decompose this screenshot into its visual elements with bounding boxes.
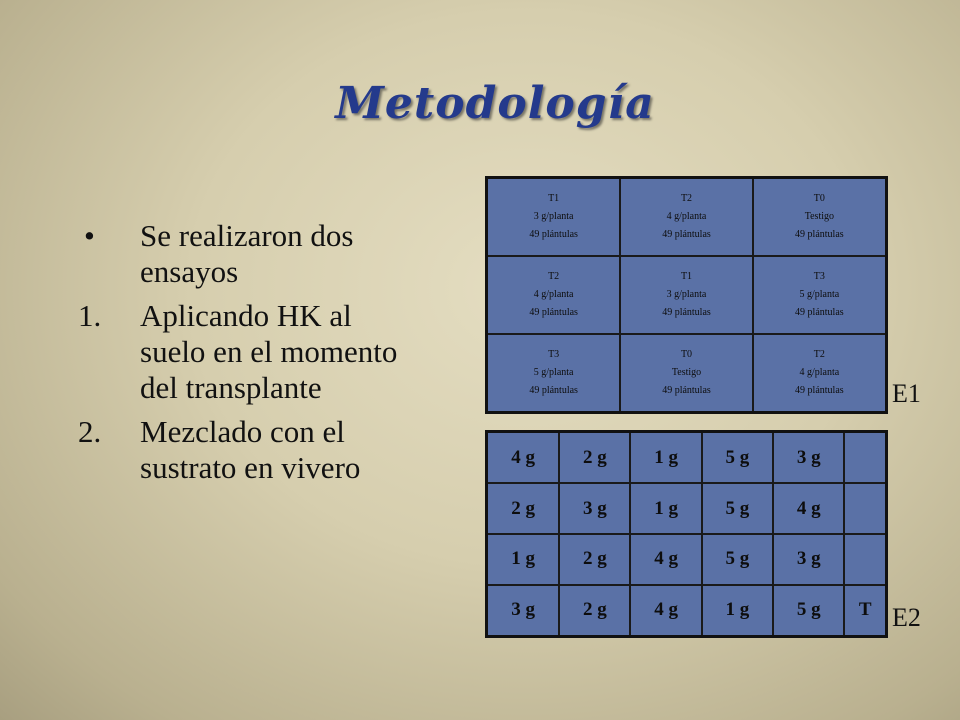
e2-label: E2 [892,603,921,632]
table-cell: 1 g [487,534,560,585]
e1-label: E1 [892,379,921,408]
cell-line: T3 [548,348,560,360]
cell-line: 4 g/planta [666,211,707,223]
table-cell: 4 g [487,432,560,484]
number-marker: 1. [78,298,102,333]
table-cell: 3 g [559,483,630,534]
table-row [487,483,887,534]
cell-line: T2 [548,270,560,282]
number-marker: 2. [78,414,102,449]
slide-title: Metodología [335,78,655,129]
cell-line: T1 [680,270,693,282]
table-cell [487,178,621,257]
cell-line: 49 plántulas [795,306,844,318]
cell-line: 49 plántulas [529,229,578,241]
item-text: Aplicando HK al suelo en el momento del transplante [140,298,398,405]
cell-line: 49 plántulas [662,229,711,241]
cell-line: 3 g/planta [666,288,707,300]
cell-line: 49 plántulas [529,384,578,396]
table-cell: 3 g [487,585,560,637]
table-cell: 2 g [559,534,630,585]
table-cell: 2 g [559,432,630,484]
table-cell: 5 g [702,534,773,585]
numbered-item-1 [78,298,418,406]
table-cell [487,256,621,334]
table-cell [620,334,752,413]
cell-line: 3 g/planta [533,211,574,223]
table-cell [844,483,886,534]
cell-line: T2 [680,193,693,205]
cell-line: 49 plántulas [795,229,844,241]
e1-table [485,176,888,414]
cell-line: 5 g/planta [533,366,574,378]
cell-line: T0 [813,193,825,205]
table-row [487,432,887,484]
bullet-item [78,218,418,290]
table-cell: 5 g [702,432,773,484]
table-cell [753,178,887,257]
table-cell: 4 g [630,585,701,637]
table-cell: 2 g [559,585,630,637]
table-cell [753,256,887,334]
table-cell: 4 g [630,534,701,585]
table-row [487,534,887,585]
table-cell: 3 g [773,534,844,585]
table-cell [620,178,752,257]
table-row [487,585,887,637]
table-cell: 3 g [773,432,844,484]
cell-line: 49 plántulas [662,384,711,396]
cell-line: 5 g/planta [799,288,840,300]
cell-line: T1 [548,193,560,205]
content-list [78,218,418,494]
table-cell: 5 g [702,483,773,534]
cell-line: Testigo [671,366,702,378]
table-cell: 1 g [630,483,701,534]
table-cell: 2 g [487,483,560,534]
table-cell [844,534,886,585]
cell-line: 4 g/planta [799,366,840,378]
table-row [487,178,887,257]
cell-line: T0 [680,348,693,360]
table-row [487,256,887,334]
table-cell: T [844,585,886,637]
item-text: Mezclado con el sustrato en vivero [140,414,361,485]
cell-line: Testigo [804,211,834,223]
table-cell: 4 g [773,483,844,534]
table-cell: 1 g [702,585,773,637]
cell-line: 49 plántulas [795,384,844,396]
bullet-text: Se realizaron dos ensayos [140,218,354,289]
table-row [487,334,887,413]
table-cell [753,334,887,413]
table-cell [620,256,752,334]
table-cell [844,432,886,484]
table-cell: 5 g [773,585,844,637]
cell-line: 49 plántulas [529,306,578,318]
numbered-item-2 [78,414,418,486]
cell-line: 4 g/planta [533,288,574,300]
cell-line: 49 plántulas [662,306,711,318]
table-cell: 1 g [630,432,701,484]
cell-line: T3 [813,270,825,282]
e2-table [485,430,888,638]
table-cell [487,334,621,413]
bullet-marker: • [84,218,95,253]
cell-line: T2 [813,348,825,360]
